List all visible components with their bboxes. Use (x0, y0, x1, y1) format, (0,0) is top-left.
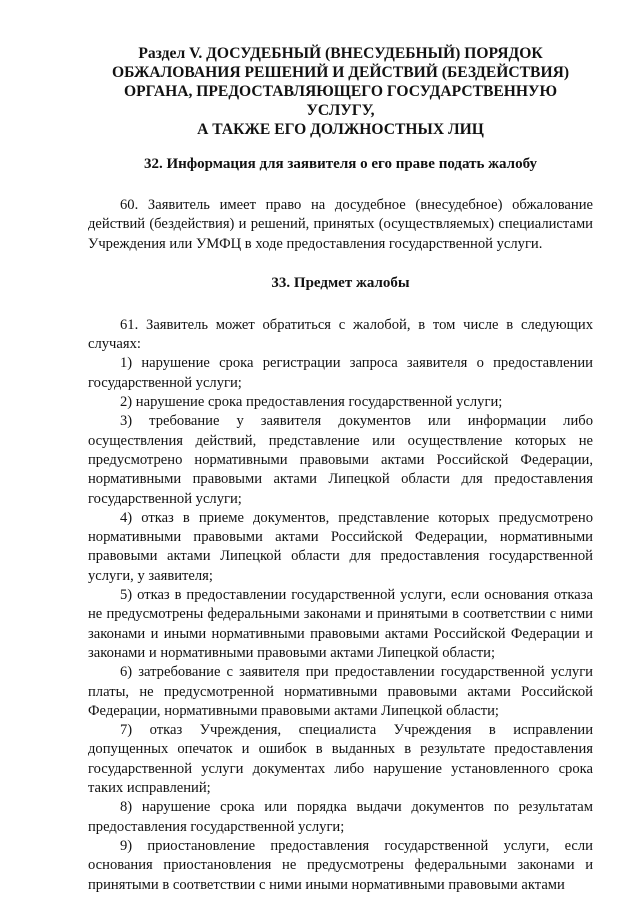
list-item: 9) приостановление предоставления государственной услуги, если основания приостановления не предусмотрены федеральными законами и принятыми в соответствии с ними иными нормативными правовыми актами (88, 837, 593, 893)
list-item: 3) требование у заявителя документов или информации либо осуществления действий, представление или осуществление которых не предусмотрено нормативными правовыми актами Российской Федерации, нормативными правовыми актами Липецкой области для предоставления государственной услуги; (88, 413, 593, 507)
list-item: 1) нарушение срока регистрации запроса заявителя о предоставлении государственной услуги; (88, 355, 593, 391)
paragraph-61: 61. Заявитель может обратиться с жалобой, в том числе в следующих случаях: (88, 316, 593, 353)
section-title-line: ОБЖАЛОВАНИЯ РЕШЕНИЙ И ДЕЙСТВИЙ (БЕЗДЕЙСТВИЯ) (111, 64, 570, 81)
section-title-line: Раздел V. ДОСУДЕБНЫЙ (ВНЕСУДЕБНЫЙ) ПОРЯДОК (138, 45, 543, 62)
section-title-line: А ТАКЖЕ ЕГО ДОЛЖНОСТНЫХ ЛИЦ (197, 121, 484, 138)
list-item: 6) затребование с заявителя при предоставлении государственной услуги платы, не предусмотренной нормативными правовыми актами Российской Федерации, нормативными правовыми актами Липецкой области; (88, 664, 593, 719)
list-item: 5) отказ в предоставлении государственной услуги, если основания отказа не предусмотрены федеральными законами и принятыми в соответствии с ними законами и иными нормативными правовыми актами Российской Федерации и законами и нормативными правовыми актами Липецкой области; (88, 587, 593, 661)
section-title (88, 44, 593, 139)
subsection-33-title: 33. Предмет жалобы (271, 274, 410, 291)
paragraph-60: 60. Заявитель имеет право на досудебное (внесудебное) обжалование действий (бездействия) и решений, принятых (осуществляемых) специалистами Учреждения или УМФЦ в ходе предоставления государственной услуги. (88, 197, 593, 252)
section-title-line: ОРГАНА, ПРЕДОСТАВЛЯЮЩЕГО ГОСУДАРСТВЕННУЮ УСЛУГУ, (123, 83, 558, 119)
list-item: 7) отказ Учреждения, специалиста Учреждения в исправлении допущенных опечаток и ошибок в выданных в результате предоставления государственной услуги документах либо нарушение установленного срока таких исправлений; (88, 722, 593, 797)
list-item: 8) нарушение срока или порядка выдачи документов по результатам предоставления государственной услуги; (88, 799, 593, 835)
list-item: 4) отказ в приеме документов, представление которых предусмотрено нормативными правовыми актами Российской Федерации, нормативными правовыми актами Липецкой области для предоставления государственной услуги, у заявителя; (88, 509, 593, 584)
subsection-32-title: 32. Информация для заявителя о его праве подать жалобу (143, 156, 538, 172)
list-item: 2) нарушение срока предоставления государственной услуги; (120, 394, 503, 411)
document-page (88, 44, 593, 895)
